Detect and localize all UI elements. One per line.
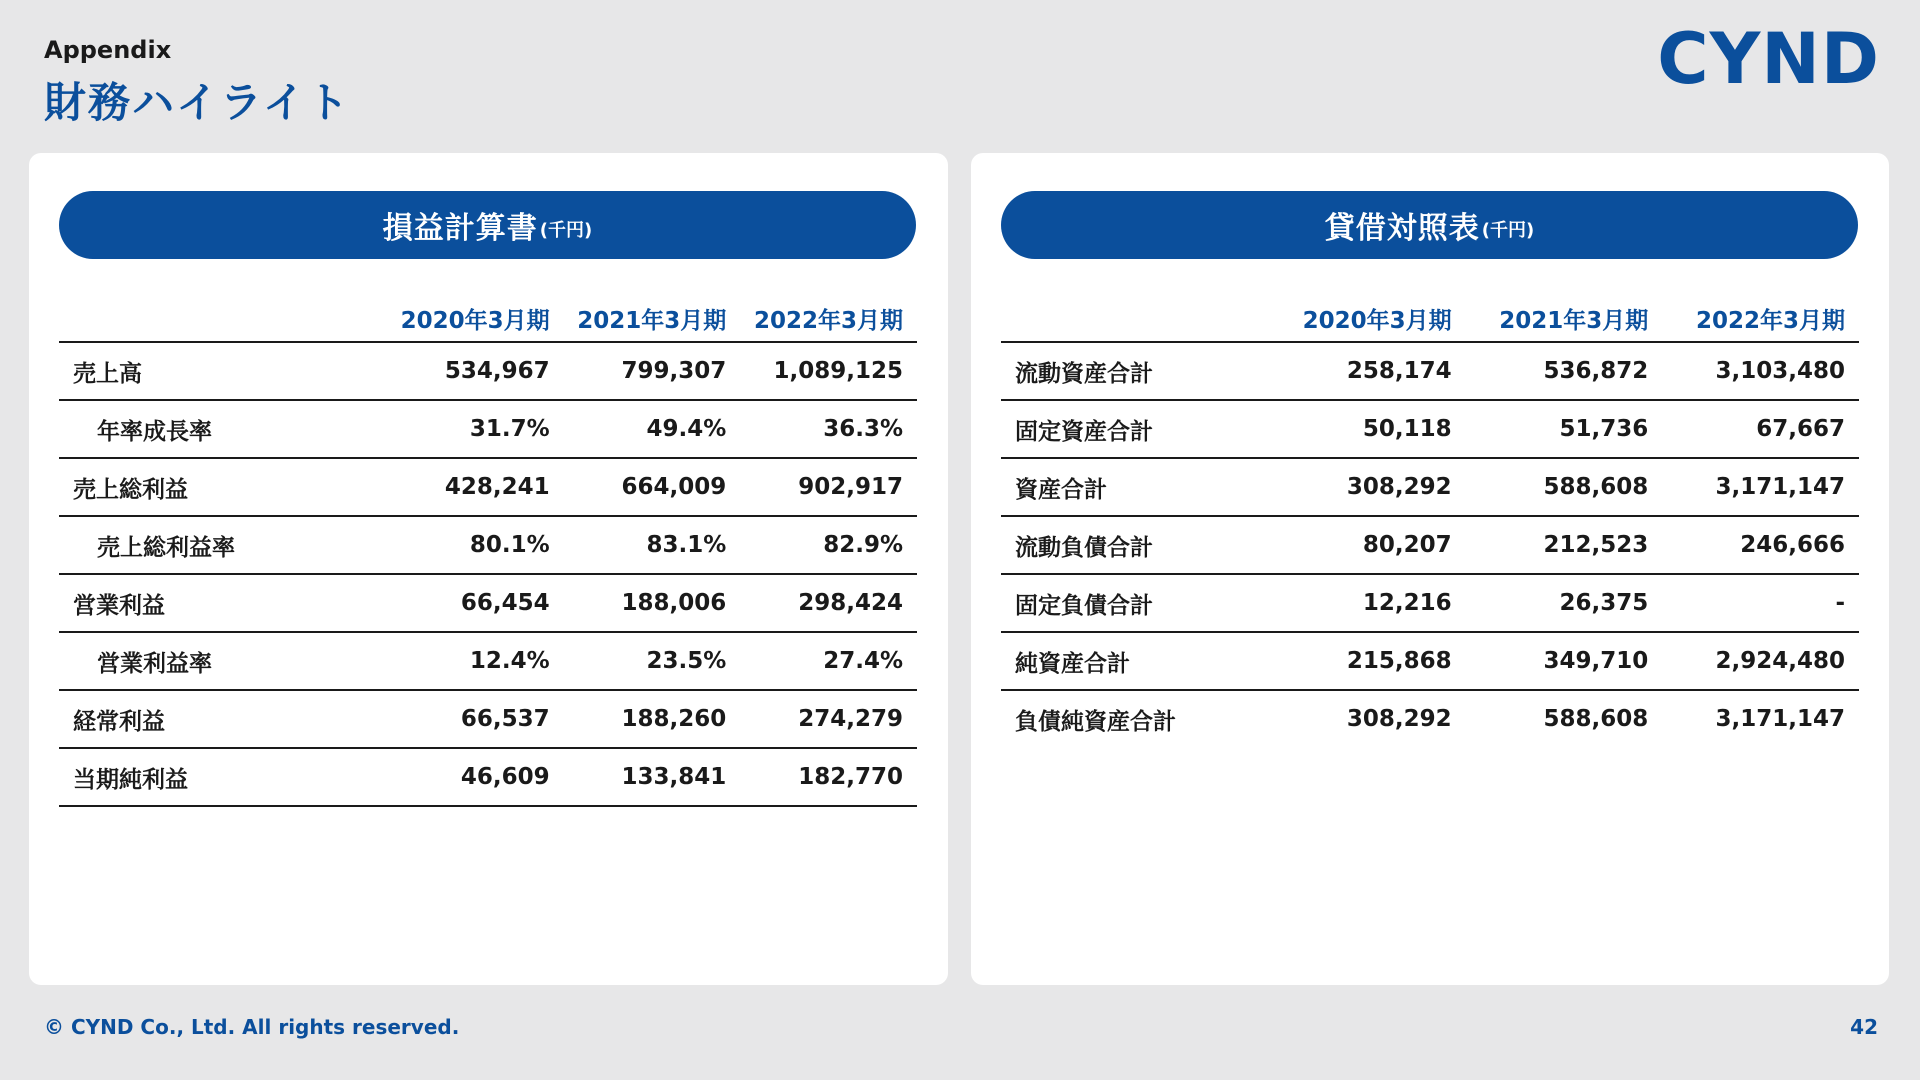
table-row (1001, 400, 1859, 458)
label-column-header (1001, 285, 1269, 342)
label-column-header (59, 285, 387, 342)
cell-value: 246,666 (1662, 516, 1859, 574)
table-header-row (59, 285, 917, 342)
section-eyebrow: Appendix (44, 36, 172, 64)
table-row (59, 400, 917, 458)
cell-value: 215,868 (1269, 632, 1466, 690)
cell-value: 27.4% (740, 632, 917, 690)
cell-value: 67,667 (1662, 400, 1859, 458)
table-row (59, 516, 917, 574)
page-title: 財務ハイライト (44, 78, 351, 127)
cell-value: 23.5% (564, 632, 741, 690)
cell-value: 308,292 (1346, 706, 1452, 732)
row-label: 固定資産合計 (1001, 400, 1269, 458)
cell-value: 1,089,125 (740, 342, 917, 400)
income-statement-panel (29, 153, 948, 985)
cell-value: 212,523 (1466, 516, 1663, 574)
company-logo: CYND (1657, 18, 1880, 100)
cell-value: 308,292 (1269, 458, 1466, 516)
cell-value: 188,006 (564, 574, 741, 632)
column-header: 2021年3月期 (1466, 285, 1663, 342)
cell-value: 3,103,480 (1662, 342, 1859, 400)
row-label: 当期純利益 (59, 748, 387, 806)
cell-value: 83.1% (564, 516, 741, 574)
cell-value: 66,454 (387, 574, 564, 632)
cell-value: 46,609 (387, 748, 564, 806)
balance-sheet-title: 貸借対照表 (1324, 211, 1480, 246)
row-label: 経常利益 (59, 690, 387, 748)
row-label: 負債純資産合計 (1015, 708, 1176, 735)
column-header: 2022年3月期 (740, 285, 917, 342)
column-header: 2021年3月期 (564, 285, 741, 342)
cell-value: 82.9% (740, 516, 917, 574)
cell-value: 80,207 (1269, 516, 1466, 574)
cell-value: 188,260 (564, 690, 741, 748)
balance-sheet-unit: (千円) (1481, 220, 1535, 241)
cell-value: 428,241 (387, 458, 564, 516)
balance-sheet-panel (971, 153, 1889, 985)
cell-value: 133,841 (564, 748, 741, 806)
cell-value: 49.4% (564, 400, 741, 458)
table-row (1001, 574, 1859, 632)
cell-value: 31.7% (387, 400, 564, 458)
cell-value: 349,710 (1466, 632, 1663, 690)
balance-sheet-table (1001, 285, 1859, 747)
cell-value: 36.3% (740, 400, 917, 458)
balance-sheet-header (1001, 191, 1858, 259)
cell-value: 664,009 (564, 458, 741, 516)
cell-value: 12.4% (387, 632, 564, 690)
table-row (59, 342, 917, 400)
row-label: 資産合計 (1001, 458, 1269, 516)
cell-value: 50,118 (1269, 400, 1466, 458)
copyright-notice: © CYND Co., Ltd. All rights reserved. (44, 1015, 460, 1039)
table-row (59, 458, 917, 516)
cell-value: 799,307 (564, 342, 741, 400)
row-label: 年率成長率 (59, 400, 387, 458)
table-row (59, 748, 917, 806)
row-label: 営業利益率 (59, 632, 387, 690)
cell-value: - (1662, 574, 1859, 632)
row-label: 純資産合計 (1001, 632, 1269, 690)
cell-value: 536,872 (1466, 342, 1663, 400)
table-row (1001, 458, 1859, 516)
row-label: 売上総利益率 (59, 516, 387, 574)
page-number: 42 (1850, 1015, 1878, 1039)
cell-value: 588,608 (1466, 458, 1663, 516)
row-label: 売上高 (59, 342, 387, 400)
table-row (1001, 342, 1859, 400)
cell-value: 298,424 (740, 574, 917, 632)
table-row (1001, 690, 1859, 747)
income-statement-table (59, 285, 917, 807)
column-header: 2022年3月期 (1662, 285, 1859, 342)
income-statement-unit: (千円) (539, 220, 593, 241)
cell-value: 66,537 (387, 690, 564, 748)
cell-value: 2,924,480 (1662, 632, 1859, 690)
cell-value: 12,216 (1269, 574, 1466, 632)
income-statement-title: 損益計算書 (382, 211, 538, 246)
table-row (59, 632, 917, 690)
cell-value: 588,608 (1543, 706, 1649, 732)
cell-value: 3,171,147 (1715, 706, 1845, 732)
row-label: 流動資産合計 (1001, 342, 1269, 400)
table-header-row (1001, 285, 1859, 342)
cell-value: 80.1% (387, 516, 564, 574)
cell-value: 3,171,147 (1662, 458, 1859, 516)
cell-value: 534,967 (387, 342, 564, 400)
column-header: 2020年3月期 (1269, 285, 1466, 342)
row-label: 営業利益 (59, 574, 387, 632)
cell-value: 182,770 (740, 748, 917, 806)
cell-value: 274,279 (740, 690, 917, 748)
income-statement-header (59, 191, 916, 259)
row-label: 売上総利益 (59, 458, 387, 516)
cell-value: 902,917 (740, 458, 917, 516)
cell-value: 51,736 (1466, 400, 1663, 458)
row-label: 固定負債合計 (1001, 574, 1269, 632)
table-row (59, 690, 917, 748)
table-row (1001, 632, 1859, 690)
column-header: 2020年3月期 (387, 285, 564, 342)
table-row (1001, 516, 1859, 574)
cell-value: 258,174 (1269, 342, 1466, 400)
cell-value: 26,375 (1466, 574, 1663, 632)
table-row (59, 574, 917, 632)
row-label: 流動負債合計 (1001, 516, 1269, 574)
